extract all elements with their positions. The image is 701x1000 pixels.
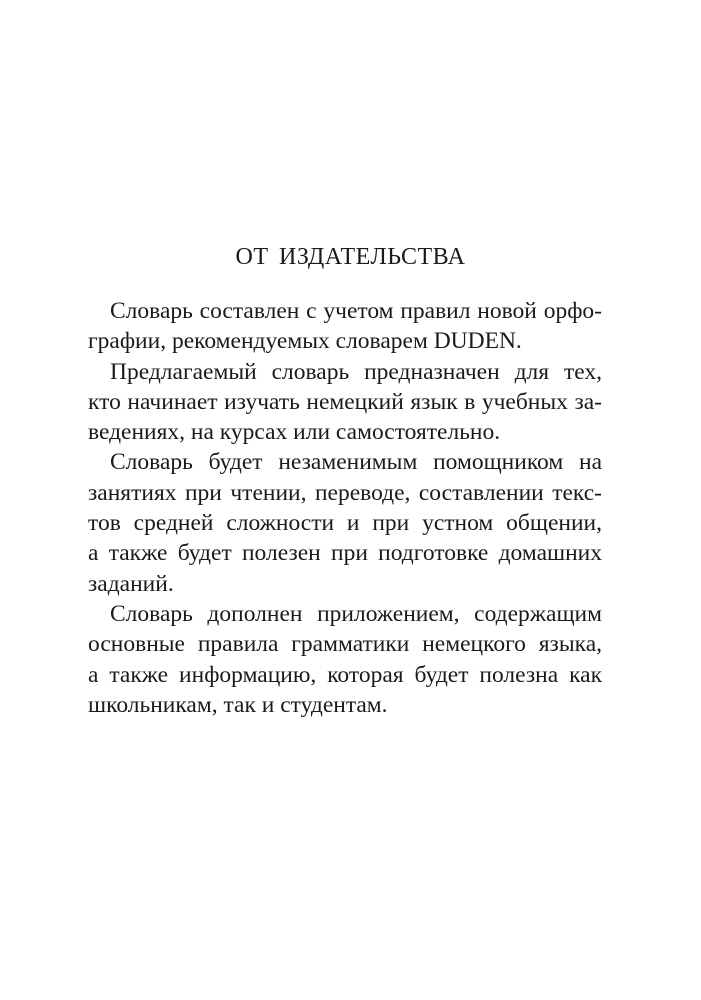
page-heading: ОТ ИЗДАТЕЛЬСТВА [235,244,466,270]
text-line: тов средней сложности и при устном общении, [88,510,602,537]
paragraph-4 [88,599,602,720]
text-line: а также информацию, которая будет полезна как [88,661,602,688]
page-body [88,296,602,720]
paragraph-3 [88,447,602,598]
text-line: Словарь составлен с учетом правил новой орфо- [110,298,602,324]
text-line: школьникам, так и студентам. [88,691,388,718]
text-line: Предлагаемый словарь предназначен для тех, [110,358,602,385]
text-line: Словарь дополнен приложением, содержащим [110,600,602,627]
text-line: занятиях при чтении, переводе, составлении текс- [88,479,602,506]
text-line: основные правила грамматики немецкого языка, [88,631,602,658]
paragraph-1 [88,296,602,357]
text-line: заданий. [88,570,174,597]
paragraph-2 [88,357,602,448]
text-line: ведениях, на курсах или самостоятельно. [88,419,501,446]
text-line: графии, рекомендуемых словарем DUDEN. [88,328,522,355]
text-line: кто начинает изучать немецкий язык в учебных за- [88,388,602,415]
text-line: Словарь будет незаменимым помощником на [110,449,602,476]
text-line: а также будет полезен при подготовке домашних [88,540,602,567]
